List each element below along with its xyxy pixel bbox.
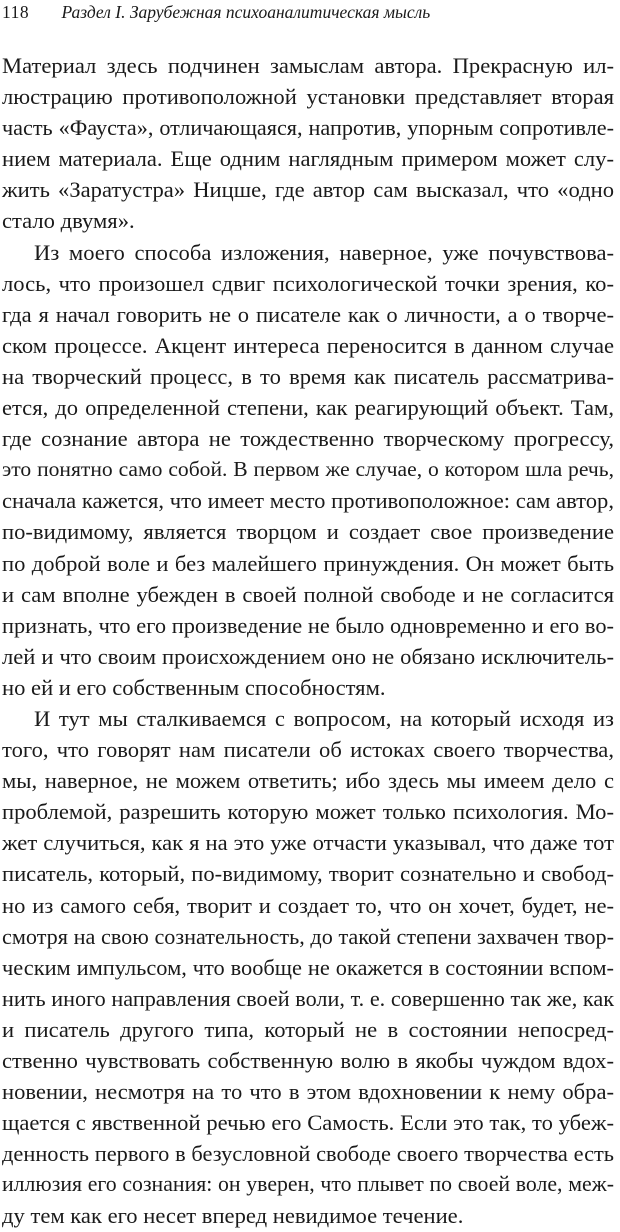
text-line: но из самого себя, творит и создает то, что он хочет, будет, не-: [2, 892, 614, 918]
text-line: того, что говорят нам писатели об истоках своего творчества,: [2, 737, 614, 763]
text-line: писатель, который, по-видимому, творит сознательно и свобод-: [2, 861, 614, 887]
text-line: смотря на свою сознательность, до такой степени захвачен твор-: [2, 923, 614, 949]
text-line: но ей и его собственным способностям.: [2, 674, 386, 700]
text-line: нить иного направления своей воли, т. е. совершенно так же, как: [2, 985, 614, 1011]
text-line: часть «Фауста», отличающаяся, напротив, упорным сопротивле-: [2, 115, 614, 141]
paragraph-first-line: И тут мы сталкиваемся с вопросом, на который исходя из: [34, 705, 614, 731]
text-line: гда я начал говорить не о писателе как о личности, а о творче-: [2, 301, 614, 327]
text-line: проблемой, разрешить которую может только психология. Мо-: [2, 799, 614, 825]
text-line: ском процессе. Акцент интереса переносится в данном случае: [2, 332, 614, 358]
body-text: [2, 50, 614, 1232]
text-line: и сам вполне убежден в своей полной свободе и не согласится: [2, 581, 614, 607]
text-line: Материал здесь подчинен замыслам автора. Прекрасную ил-: [2, 53, 614, 78]
text-line: стало двумя».: [2, 208, 135, 234]
text-line: лей и что своим происхождением оно не обязано исключитель-: [2, 643, 614, 669]
text-line: ческим импульсом, что вообще не окажется в состоянии вспом-: [2, 954, 614, 980]
paragraph-first-line: Из моего способа изложения, наверное, уже почувствова-: [34, 239, 614, 265]
text-line: мы, наверное, не можем ответить; ибо здесь мы имеем дело с: [2, 768, 614, 794]
page-header: [2, 0, 430, 26]
text-line: ду тем как его несет вперед невидимое течение.: [2, 1203, 464, 1229]
page-number: 118: [2, 2, 30, 22]
text-line: щается с явственной речью его Самость. Если это так, то убеж-: [2, 1110, 614, 1136]
text-line: денность первого в безусловной свободе своего творчества есть: [2, 1141, 614, 1167]
text-line: по доброй воле и без малейшего принуждения. Он может быть: [2, 550, 614, 576]
running-title: Раздел I. Зарубежная психоаналитическая мысль: [61, 2, 431, 22]
text-line: люстрацию противоположной установки представляет вторая: [2, 84, 614, 110]
text-line: сначала кажется, что имеет место противоположное: сам автор,: [2, 488, 614, 514]
text-line: нием материала. Еще одним наглядным примером может слу-: [2, 146, 614, 172]
text-line: на творческий процесс, в то время как писатель рассматривa-: [2, 363, 614, 389]
text-line: жить «Заратустра» Ницше, где автор сам высказал, что «одно: [2, 177, 614, 203]
text-line: признать, что его произведение не было одновременно и его во-: [2, 612, 614, 638]
text-line: и писатель другого типа, который не в состоянии непосред-: [2, 1016, 614, 1042]
text-line: иллюзия его сознания: он уверен, что плывет по своей воле, меж-: [2, 1172, 614, 1197]
text-line: ственно чувствовать собственную волю в якобы чуждом вдох-: [2, 1048, 614, 1073]
text-line: это понятно само собой. В первом же случае, о котором шла речь,: [2, 457, 614, 482]
text-line: ется, до определенной степени, как реагирующий объект. Там,: [2, 395, 614, 421]
text-line: жет случиться, как я на это уже отчасти указывал, что даже тот: [2, 830, 614, 856]
text-line: где сознание автора не тождественно творческому прогрессу,: [2, 426, 614, 452]
text-line: по-видимому, является творцом и создает свое произведение: [2, 519, 614, 545]
text-line: новении, несмотря на то что в этом вдохновении к нему обра-: [2, 1079, 614, 1105]
text-line: лось, что произошел сдвиг психологической точки зрения, ко-: [2, 270, 614, 296]
